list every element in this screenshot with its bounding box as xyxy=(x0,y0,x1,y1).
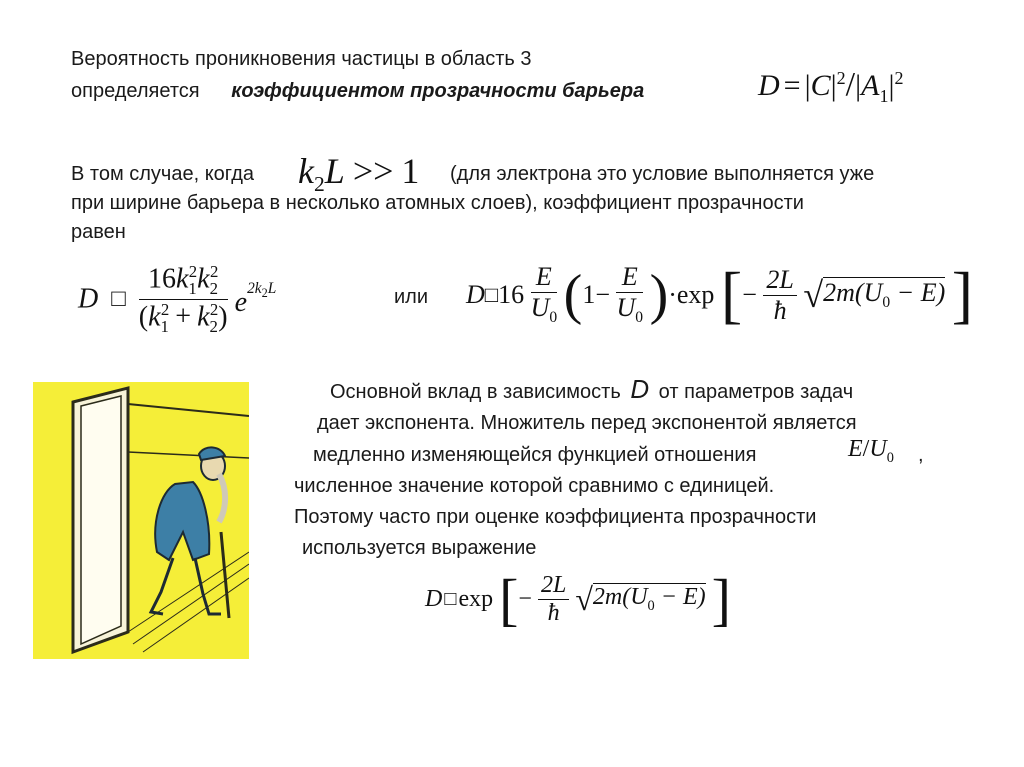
explanation-comma: , xyxy=(918,444,924,466)
formula-E-over-U0: $E/U_0$ xyxy=(848,436,894,466)
intro-emphasis: коэффициентом прозрачности барьера xyxy=(231,80,645,102)
condition-line-3: равен xyxy=(71,221,126,243)
condition-suffix: (для электрона это условие выполняется уже xyxy=(450,163,875,185)
intro-line-2 xyxy=(71,78,644,104)
explanation-line-3: медленно изменяющейся функцией отношения xyxy=(313,444,757,466)
explanation-line-6: используется выражение xyxy=(302,537,537,559)
formula-transparency-full: D □ $\frac{16k_1^2k_2^2}{(k_1^2 + k_2^2)}$ $e^{2k_2L}$ xyxy=(78,262,277,336)
symbol-D: D xyxy=(630,374,650,404)
condition-line-2: при ширине барьера в несколько атомных слоев), коэффициент прозрачности xyxy=(71,192,804,214)
intro-line-1: Вероятность проникновения частицы в область 3 xyxy=(71,48,532,70)
explanation-line-4: численное значение которой сравнимо с единицей. xyxy=(294,475,775,497)
formula-transparency-definition: $D = |C|^2/|A_1|^2$ xyxy=(758,66,904,106)
explanation-line-2: дает экспонента. Множитель перед экспонентой является xyxy=(317,412,857,434)
formula-transparency-estimate: D □exp [− $\frac{2L}{ħ}$ $√2m(U_0 - E)$ ] xyxy=(425,567,731,632)
formula-transparency-approx: D□16 $\frac{E}{U_0}$ (1− $\frac{E}{U_0}$ )·exp [− $\frac{2L}{ħ}$ $√2m(U_0 - E)$ ] xyxy=(466,259,974,330)
illustration-man-walking-through-door xyxy=(33,382,249,659)
explanation-line-5: Поэтому часто при оценке коэффициента прозрачности xyxy=(294,506,817,528)
explanation-line-1: Основной вклад в зависимость D от параметров задач xyxy=(330,374,854,404)
or-label: или xyxy=(394,286,429,308)
fraction-16k1k2: $\frac{16k_1^2k_2^2}{(k_1^2 + k_2^2)}$ xyxy=(138,262,228,336)
condition-prefix: В том случае, когда xyxy=(71,163,254,185)
formula-k2L-condition: $k_2L >> 1$ xyxy=(298,151,420,197)
intro-line-2-prefix: определяется xyxy=(71,80,200,102)
